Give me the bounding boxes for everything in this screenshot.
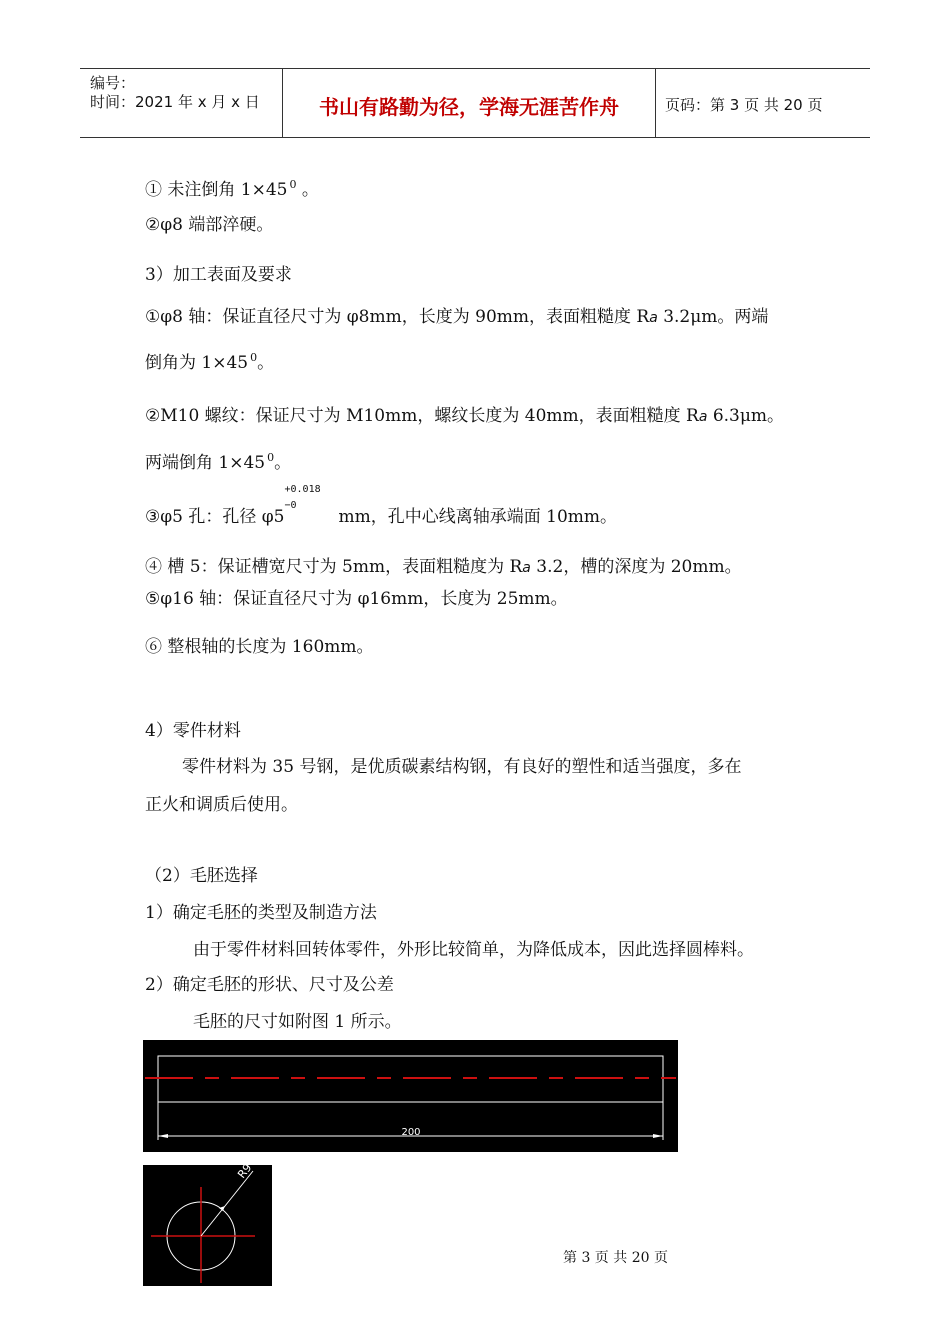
text-part: ③φ5 孔：孔径 φ5 [145,507,285,527]
text-line [145,484,618,527]
text-line [145,401,784,426]
text-line [145,348,274,373]
text-part: ④ 槽 5：保证槽宽尺寸为 5mm，表面粗糙度为 R [145,557,523,577]
header-motto-cell [282,69,656,137]
text-line: 正火和调质后使用。 [145,795,298,815]
superscript: 0 [267,451,275,464]
header-page-cell [655,69,870,137]
section-heading: 4）零件材料 [145,721,241,741]
page-info: 页码：第 3 页 共 20 页 [665,96,823,114]
text-part: 3.2μm。两端 [657,307,769,327]
motto: 书山有路勤为径，学海无涯苦作舟 [319,95,619,119]
cad-section-drawing [143,1165,272,1286]
text-part: mm，孔中心线离轴承端面 10mm。 [338,507,618,527]
text-part: ①φ8 轴：保证直径尺寸为 φ8mm，长度为 90mm，表面粗糙度 R [145,307,650,327]
document-number: 编号： [90,74,136,92]
tolerance-lower: −0 [284,500,297,511]
roughness-symbol: a [698,409,708,425]
superscript: 0 [289,178,297,191]
text-part: 两端倒角 1×45 [145,453,266,473]
section-heading: 2）确定毛胚的形状、尺寸及公差 [145,975,394,995]
section-heading: （2）毛胚选择 [145,866,258,886]
section-heading: 1）确定毛胚的类型及制造方法 [145,903,377,923]
roughness-symbol: a [522,560,531,576]
text-line: ⑤φ16 轴：保证直径尺寸为 φ16mm，长度为 25mm。 [145,589,568,609]
text-part: 3.2，槽的深度为 20mm。 [530,557,742,577]
header-meta [80,69,282,137]
bar-outline-svg [143,1040,678,1152]
document-date: 时间：2021 年 x 月 x 日 [90,93,260,111]
cad-bar-drawing [143,1040,678,1152]
radius-label: R9 [235,1165,255,1181]
radius-arrow-icon [219,1206,225,1211]
text-tail: 。 [274,453,292,473]
page-footer: 第 3 页 共 20 页 [563,1250,668,1266]
text-tail: 。 [296,180,319,200]
tolerance [284,484,327,522]
text-line: ⑥ 整根轴的长度为 160mm。 [145,637,374,657]
text-part: 6.3μm。 [707,406,785,426]
text-tail: 。 [257,353,275,373]
text-line: ②φ8 端部淬硬。 [145,215,274,235]
arrow-left-icon [158,1134,168,1138]
text-part: ②M10 螺纹：保证尺寸为 M10mm，螺纹长度为 40mm，表面粗糙度 R [145,406,699,426]
chamfer-note: ① 未注倒角 1×45 [145,180,288,200]
text-line: 零件材料为 35 号钢，是优质碳素结构钢，有良好的塑性和适当强度，多在 [182,757,742,777]
arrow-right-icon [653,1134,663,1138]
section-heading: 3）加工表面及要求 [145,265,292,285]
text-line [145,448,291,473]
text-line [145,302,768,327]
page-header [80,68,870,138]
text-line: 毛胚的尺寸如附图 1 所示。 [193,1012,402,1032]
section-svg [143,1165,272,1286]
tolerance-upper: +0.018 [284,484,321,495]
text-part: 倒角为 1×45 [145,353,249,373]
text-line: 由于零件材料回转体零件，外形比较简单，为降低成本，因此选择圆棒料。 [193,940,754,960]
superscript: 0 [250,351,258,364]
dimension-label: 200 [401,1127,421,1138]
text-line [145,552,742,577]
roughness-symbol: a [649,310,658,326]
text-line [145,175,319,200]
